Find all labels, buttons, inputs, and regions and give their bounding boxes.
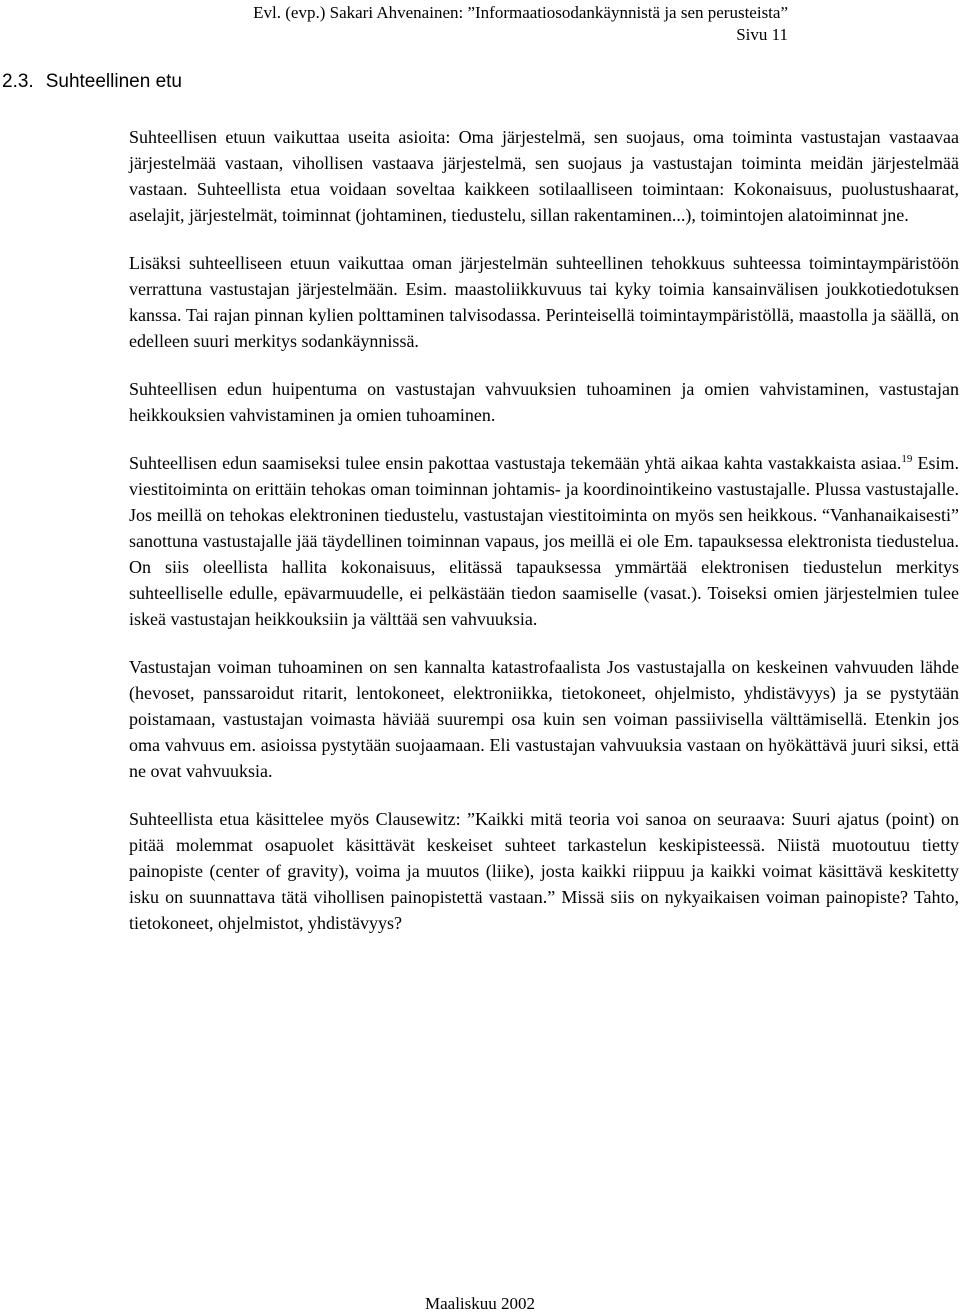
paragraph-2: Lisäksi suhteelliseen etuun vaikuttaa oman järjestelmän suhteellinen tehokkuus suhteessa toimintaympäristöön verrattuna vastustajan järjestelmään. Esim. maastoliikkuvuus tai kyky toimia kansainvälisen joukkotiedotuksen kanssa. Tai rajan pinnan kylien polttaminen talvisodassa. Perinteisellä toimintaympäristöllä, maastolla ja säällä, on edelleen suuri merkitys sodankäynnissä. [129, 253, 959, 351]
footnote-marker: 19 [901, 453, 913, 465]
footer-date: Maaliskuu 2002 [424, 1294, 536, 1313]
body-text [129, 124, 959, 958]
page-number: Sivu 11 [736, 25, 788, 44]
page-footer [0, 1294, 960, 1314]
paragraph-1: Suhteellisen etuun vaikuttaa useita asioita: Oma järjestelmä, sen suojaus, oma toiminta vastustajan vastaavaa järjestelmää vastaan, vihollisen vastaava järjestelmä, sen suojaus ja vastustajan toiminta meidän järjestelmää vastaan. Suhteellista etua voidaan soveltaa kaikkeen sotilaalliseen toimintaan: Kokonaisuus, puolustushaarat, aselajit, järjestelmät, toiminnat (johtaminen, tiedustelu, sillan rakentaminen...), toimintojen alatoiminnat jne. [129, 127, 959, 225]
document-title: Evl. (evp.) Sakari Ahvenainen: ”Informaatiosodankäynnistä ja sen perusteista” [253, 3, 788, 22]
section-heading [2, 70, 182, 94]
page-header [88, 2, 788, 46]
section-title: Suhteellinen etu [45, 71, 182, 92]
paragraph-6: Suhteellista etua käsittelee myös Clausewitz: ”Kaikki mitä teoria voi sanoa on seuraava: Suuri ajatus (point) on pitää molemmat osapuolet käsittävät keskeiset suhteet tarkastelun keskipisteessä. Niistä muotoutuu tietty painopiste (center of gravity), voima ja muutos (liike), josta kaikki riippuu ja kaikki voimat käsittävä keskitetty isku on suunnattava tätä vihollisen painopistettä vastaan.” Missä siis on nykyaikaisen voiman painopiste? Tahto, tietokoneet, ohjelmistot, yhdistävyys? [129, 809, 959, 933]
section-number: 2.3. [2, 71, 34, 92]
paragraph-4 [129, 450, 959, 632]
paragraph-3: Suhteellisen edun huipentuma on vastustajan vahvuuksien tuhoaminen ja omien vahvistaminen, vastustajan heikkouksien vahvistaminen ja omien tuhoaminen. [129, 379, 959, 425]
paragraph-4-text-after: Esim. viestitoiminta on erittäin tehokas oman toiminnan johtamis- ja koordinointikeino vastustajalle. Plussa vastustajalle. Jos meillä on tehokas elektroninen tiedustelu, vastustajan viestitoiminta on myös sen heikkous. “Vanhanaikaisesti” sanottuna vastustajalle jää täydellinen toiminnan vapaus, jos meillä ei ole Em. tapauksessa elektronista tiedustelua. On siis oleellista hallita kokonaisuus, elitässä tapauksessa ymmärtää elektronisen tiedustelun merkitys suhteelliselle edulle, epävarmuudelle, ei pelkästään tiedon saamiselle (vasat.). Toiseksi omien järjestelmien tulee iskeä vastustajan heikkouksiin ja välttää sen vahvuuksia. [129, 453, 959, 629]
paragraph-4-text-before: Suhteellisen edun saamiseksi tulee ensin pakottaa vastustaja tekemään yhtä aikaa kahta vastakkaista asiaa. [129, 453, 902, 473]
paragraph-5: Vastustajan voiman tuhoaminen on sen kannalta katastrofaalista Jos vastustajalla on keskeinen vahvuuden lähde (hevoset, panssaroidut ritarit, lentokoneet, elektroniikka, tietokoneet, ohjelmisto, yhdistävyys) ja se pystytään poistamaan, vastustajan voimasta häviää suurempi osa kuin sen voiman passiivisella välttämisellä. Etenkin jos oma vahvuus em. asioissa pystytään suojaamaan. Eli vastustajan vahvuuksia vastaan on hyökättävä juuri siksi, että ne ovat vahvuuksia. [129, 657, 959, 781]
